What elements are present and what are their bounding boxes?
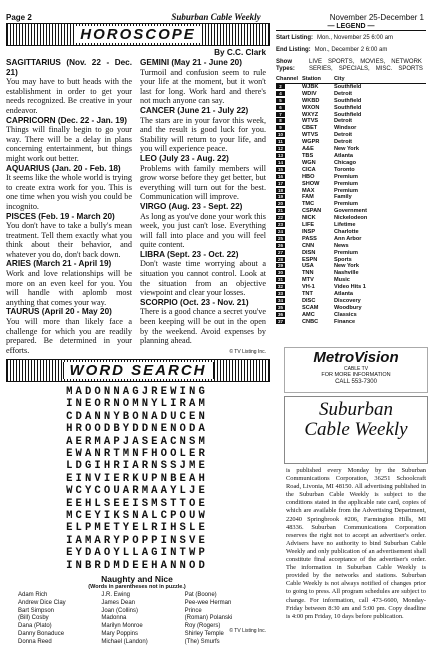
channel-number	[276, 257, 302, 264]
channel-badge-icon: 26	[277, 242, 283, 248]
show-types	[276, 59, 426, 73]
channel-city: Detroit	[334, 132, 353, 139]
channel-city: Detroit	[334, 90, 353, 97]
channel-table-header	[276, 76, 426, 84]
channel-city: Finance	[334, 318, 356, 325]
channel-station: FAM	[302, 194, 314, 201]
channel-badge-icon: 21	[277, 208, 283, 214]
grid-row: HROODBYDDNENODA	[66, 423, 208, 436]
channel-station: USA	[302, 263, 314, 270]
channel-city: New York	[334, 146, 359, 153]
channel-station: WKBD	[302, 97, 320, 104]
channel-station: CICA	[302, 166, 316, 173]
channel-number	[276, 167, 302, 174]
word-item: Madonna	[101, 615, 127, 622]
channel-city: Classics	[334, 311, 357, 318]
channel-badge-icon: 36	[277, 311, 283, 317]
channel-badge-icon: 37	[277, 318, 283, 324]
channel-row	[276, 222, 426, 229]
word-item: Prince	[184, 607, 202, 614]
channel-number	[276, 84, 302, 91]
channel-number	[276, 236, 302, 243]
channel-city: Detroit	[334, 139, 353, 146]
channel-station: TNT	[302, 291, 313, 298]
channel-city: Lifetime	[334, 222, 356, 229]
channel-row	[276, 250, 426, 257]
channel-badge-icon: 18	[277, 187, 283, 193]
end-listing	[276, 46, 426, 55]
channel-station: MTV	[302, 277, 314, 284]
grid-row: MADONNAGJREWING	[66, 386, 208, 398]
channel-station: WTVS	[302, 132, 319, 139]
channel-station: DISC	[302, 298, 316, 304]
grid-row: INBRDMDEEHANNOD	[66, 559, 208, 572]
horoscope-text: As long as you've done your work this week, you just can't lose. Everything will fall into place and you will feel quite content.	[140, 211, 266, 250]
channel-number	[276, 98, 302, 105]
channel-row	[276, 139, 426, 146]
channel-city: Nickelodeon	[334, 215, 368, 222]
channel-badge-icon: 15	[277, 166, 283, 172]
channel-badge-icon: 2	[276, 84, 285, 89]
zodiac-sign: CAPRICORN (Dec. 22 - Jan. 19)	[6, 115, 128, 125]
wordsearch-subtitle: Naughty and Nice	[101, 574, 173, 584]
horoscope-entry	[6, 58, 132, 116]
channel-city: Atlanta	[334, 152, 353, 159]
channel-badge-icon: 20	[277, 201, 283, 207]
show-type: SPORTS,	[328, 59, 355, 65]
word-item: James Dean	[101, 599, 136, 606]
horoscope-text: Things will finally begin to go your way. There will be a delay in plans concerning entertainment, but things might work out better.	[6, 125, 132, 163]
channel-badge-icon: 12	[277, 146, 283, 152]
grid-row: IAMARYPOPPINSVE	[66, 534, 208, 547]
wordsearch-credit: © TV Listing Inc.	[229, 628, 266, 634]
channel-city: Windsor	[334, 125, 357, 132]
horoscope-text: You don't have to take a bully's mean treatment. Tell them exactly what you think about their behavior, and whatever you do, don't back down.	[6, 221, 132, 259]
channel-badge-icon: 25	[277, 235, 283, 241]
word-item: (Roman) Polanski	[184, 615, 233, 622]
word-item: Pat (Boone)	[184, 592, 217, 598]
channel-city: Woodbury	[334, 304, 362, 311]
channel-number	[276, 298, 302, 305]
channel-row	[276, 98, 426, 105]
channel-row	[276, 236, 426, 243]
show-type: SPECIALS,	[338, 66, 370, 72]
channel-row	[276, 319, 426, 326]
horoscope-entry	[6, 116, 132, 164]
horoscope-entry	[140, 154, 266, 202]
channel-badge-icon: 9	[276, 125, 285, 130]
zodiac-sign: ARIES (March 21 - April 19)	[6, 259, 112, 269]
page-number: Page 2	[6, 13, 32, 22]
channel-number	[276, 125, 302, 132]
grid-row: ELPMETYELRIHSLE	[66, 522, 208, 535]
channel-row	[276, 84, 426, 91]
word-item: J.R. Ewing	[101, 592, 131, 598]
zodiac-sign: GEMINI (May 21 - June 20)	[140, 58, 242, 67]
channel-number	[276, 188, 302, 195]
channel-city: News	[334, 242, 349, 249]
channel-row	[276, 194, 426, 201]
channel-number	[276, 277, 302, 284]
horoscope-entry	[6, 307, 132, 355]
channel-city: Chicago	[334, 159, 357, 166]
grid-row: LDGIHRIARNSSJME	[66, 460, 208, 473]
channel-row	[276, 125, 426, 132]
horoscope-title: HOROSCOPE	[73, 26, 203, 43]
channel-station: CBET	[302, 125, 318, 132]
channel-row	[276, 312, 426, 319]
channel-row	[276, 132, 426, 139]
channel-station: WGPR	[302, 139, 320, 146]
end-label: End Listing:	[276, 47, 311, 53]
channel-number	[276, 208, 302, 215]
channel-badge-icon: 16	[277, 173, 283, 179]
channel-row	[276, 146, 426, 153]
horoscope-column-left	[6, 58, 132, 355]
horoscope-credit: © TV Listing Inc.	[229, 349, 266, 355]
word-item: Andrew Dice Clay	[18, 599, 66, 606]
channel-city: Southfield	[334, 97, 362, 104]
channel-city: Music	[334, 277, 350, 284]
channel-station: HBO	[302, 173, 315, 180]
word-item: (The) Smurfs	[184, 638, 220, 645]
channel-row	[276, 229, 426, 236]
channel-row	[276, 188, 426, 195]
channel-station: AMC	[302, 311, 315, 318]
end-value: Mon., December 2 6:00 am	[314, 47, 388, 53]
channel-station: CNBC	[302, 318, 319, 325]
word-item: Michael (Landon)	[101, 638, 148, 645]
channel-number	[276, 194, 302, 201]
channel-badge-icon: 14	[277, 159, 283, 165]
grid-row: EEHLSEEISMSTTOE	[66, 497, 208, 510]
horoscope-text: Turmoil and confusion seem to rule your life at the moment, but it won't last for long. Work hard and there's not much anyone can say.	[140, 67, 266, 106]
channel-number	[276, 174, 302, 181]
channel-number	[276, 146, 302, 153]
channel-station: SCAM	[302, 304, 319, 311]
metrovision-ad	[284, 347, 428, 393]
channel-number	[276, 270, 302, 277]
channel-city: Video Hits 1	[334, 284, 366, 291]
start-listing	[276, 34, 426, 43]
wordsearch-note: (Words in parentheses not in puzzle.)	[88, 584, 186, 590]
word-item: Mary Poppins	[101, 630, 139, 637]
scw-statement: is published every Monday by the Suburban Communications Corporation, 36251 Schoolcraft Road, Livonia, MI 48150. All advertising published in the Suburban Cable Weekly is subject to the conditions stated in the applicable rate card, copies of which are available from the Advertising Department, 22040 Springbrook #206, Farmington Hills, MI 48336. Suburban Communications Corporation reserves the right not to accept an advertiser's order. Advisers have no authority to bind Suburban Cable Weekly and only publication of an advertisement shall constitute final acceptance of the advertiser's order. The information in Suburban Cable Weekly is provided by the networks and stations. Suburban Cable Weekly is not always notified of changes prior to going to press. All program schedules are subject to change. For information, call 473-6600, Monday-Friday between 8:30 am and 5:00 pm. Copy deadline is 4:00 pm Friday, 10 days before publication.	[286, 467, 426, 620]
channel-number	[276, 319, 302, 326]
horoscope-entry	[6, 164, 132, 212]
grid-row: CDANNYBONADUCEN	[66, 410, 208, 423]
channel-number	[276, 250, 302, 257]
channel-row	[276, 305, 426, 312]
channel-row	[276, 284, 426, 291]
channel-city: Southfield	[334, 83, 362, 90]
metrovision-phone: CALL 553-7300	[335, 379, 377, 385]
channel-number	[276, 284, 302, 291]
channel-station: TNN	[302, 270, 314, 277]
channel-row	[276, 243, 426, 250]
word-item: Marilyn Monroe	[101, 623, 143, 630]
word-item: Bart Simpson	[18, 607, 55, 614]
channel-city: Sports	[334, 256, 352, 263]
channel-city: Premium	[334, 180, 358, 187]
channel-badge-icon: 13	[277, 152, 283, 158]
channel-station: WDIV	[302, 90, 317, 97]
metrovision-sub: CABLE TV	[343, 366, 369, 372]
channel-station: ESPN	[302, 256, 318, 263]
channel-row	[276, 298, 426, 305]
channel-badge-icon: 4	[276, 91, 285, 96]
horoscope-text: Don't waste time worrying about a situation you cannot control. Look at the situation from an objective viewpoint and clear your losses.	[140, 259, 266, 298]
channel-station: WJBK	[302, 83, 319, 90]
show-type: LIVE	[309, 59, 323, 65]
channel-badge-icon: 33	[277, 291, 283, 297]
horoscope-entry	[140, 298, 266, 346]
channel-city: Detroit	[334, 118, 353, 125]
channel-city: Ann Arbor	[334, 235, 362, 242]
channel-number	[276, 243, 302, 250]
channel-badge-icon: 23	[277, 222, 283, 228]
channel-badge-icon: 31	[277, 277, 283, 283]
show-type: SERIES,	[309, 66, 333, 72]
channel-row	[276, 118, 426, 125]
horoscope-entry	[6, 212, 132, 260]
col-station: Station	[302, 76, 321, 82]
wordsearch-banner	[6, 359, 270, 382]
channel-row	[276, 201, 426, 208]
start-value: Mon., November 25 6:00 am	[317, 35, 394, 41]
horoscope-entry	[140, 250, 266, 298]
zodiac-sign: LEO (July 23 - Aug. 22)	[140, 153, 229, 163]
channel-row	[276, 263, 426, 270]
word-column	[185, 592, 268, 647]
grid-row: EINVIERKUPNBEAH	[66, 472, 208, 485]
channel-number	[276, 112, 302, 119]
channel-row	[276, 91, 426, 98]
wordsearch-grid	[6, 386, 268, 572]
horoscope-text: Problems with family members will grow worse before they get better, but everything will turn out for the best. Communication will improve.	[140, 163, 266, 202]
col-city: City	[334, 76, 345, 82]
channel-row	[276, 181, 426, 188]
zodiac-sign: AQUARIUS (Jan. 20 - Feb. 18)	[6, 163, 121, 173]
channel-station: MAX	[302, 187, 315, 194]
word-item: Donna Reed	[18, 638, 52, 645]
channel-city: Premium	[334, 201, 358, 208]
horoscope-byline: By C.C. Clark	[214, 48, 266, 57]
word-item: Adam Rich	[18, 592, 48, 598]
start-label: Start Listing:	[276, 35, 313, 41]
channel-city: Government	[334, 208, 367, 215]
channel-row	[276, 291, 426, 298]
channel-city: Premium	[334, 187, 358, 194]
channel-row	[276, 112, 426, 119]
channel-badge-icon: 5	[276, 98, 285, 103]
channel-station: CSPAN	[302, 208, 322, 215]
horoscope-text: The stars are in your favor this week, and the result is good luck for you. Stability will return to your life, and you will experience peace.	[140, 115, 266, 154]
channel-number	[276, 181, 302, 188]
horoscope-column-right	[140, 58, 266, 346]
horoscope-banner	[6, 23, 270, 46]
show-type: MOVIES,	[360, 59, 386, 65]
channel-number	[276, 305, 302, 312]
channel-station: INSP	[302, 228, 316, 235]
grid-row: INEORNOMNYLIRAM	[66, 398, 208, 411]
channel-city: Toronto	[334, 166, 355, 173]
channel-badge-icon: 35	[277, 304, 283, 310]
word-item: (Bill) Cosby	[18, 615, 49, 622]
grid-row: WCYCOUARMAAYLJE	[66, 485, 208, 498]
grid-row: EWANRTMNFHOOLER	[66, 448, 208, 461]
issue-dates: November 25-December 1	[329, 13, 424, 22]
show-type: SPORTS	[398, 66, 423, 72]
channel-city: Discovery	[334, 298, 361, 304]
channel-station: WGN	[302, 159, 316, 166]
metrovision-info: FOR MORE INFORMATION	[321, 372, 391, 378]
channel-badge-icon: 30	[277, 270, 283, 276]
grid-row: AERMAPJASEACNSM	[66, 435, 208, 448]
word-item: Danny Bonaduce	[18, 630, 65, 637]
word-item: Shirley Temple	[184, 630, 224, 637]
show-type: MISC.	[375, 66, 393, 72]
channel-row	[276, 105, 426, 112]
channel-city: Premium	[334, 173, 358, 180]
channel-number	[276, 91, 302, 98]
channel-number	[276, 118, 302, 125]
channel-row	[276, 174, 426, 181]
channel-badge-icon: 22	[277, 215, 283, 221]
grid-row: MCEYIKSNALCPOUW	[66, 510, 208, 523]
channel-station: WTVS	[302, 118, 319, 125]
word-item: Joan (Collins)	[101, 607, 139, 614]
zodiac-sign: SCORPIO (Oct. 23 - Nov. 21)	[140, 297, 249, 307]
channel-station: CNN	[302, 242, 315, 249]
channel-station: LIFE	[302, 222, 315, 229]
zodiac-sign: SAGITTARIUS (Nov. 22 - Dec. 21)	[6, 58, 132, 77]
horoscope-text: You will more than likely face a challenge for which you are readily prepared. Be determined in your efforts.	[6, 317, 132, 355]
channel-badge-icon: 24	[277, 228, 283, 234]
channel-badge-icon: 34	[277, 298, 283, 304]
channel-number	[276, 105, 302, 112]
horoscope-text: There is a good chance a secret you've been keeping will be out in the open by the weekend. Avoid expenses by planning ahead.	[140, 307, 266, 346]
channel-city: Nashville	[334, 270, 359, 277]
channel-city: Atlanta	[334, 291, 353, 298]
channel-station: DISN	[302, 249, 316, 256]
channel-number	[276, 291, 302, 298]
publication-name: Suburban Cable Weekly	[171, 12, 261, 22]
channel-station: TBS	[302, 152, 314, 159]
channel-badge-icon: 28	[277, 256, 283, 262]
horoscope-entry	[140, 58, 266, 106]
channel-badge-icon: 19	[277, 194, 283, 200]
channel-row	[276, 167, 426, 174]
channel-row	[276, 208, 426, 215]
channel-city: New York	[334, 263, 359, 270]
channel-badge-icon: 6	[276, 105, 285, 110]
channel-number	[276, 229, 302, 236]
channel-badge-icon: 7	[276, 112, 285, 117]
channel-table	[276, 76, 426, 326]
word-item: Pee-wee Herman	[184, 599, 232, 606]
channel-number	[276, 139, 302, 146]
channel-station: SHOW	[302, 180, 320, 187]
channel-station: VH-1	[302, 284, 315, 291]
wordsearch-title: WORD SEARCH	[63, 362, 214, 379]
show-types-list	[309, 59, 424, 73]
horoscope-entry	[6, 259, 132, 307]
channel-badge-icon: 32	[277, 284, 283, 290]
channel-badge-icon: 17	[277, 180, 283, 186]
channel-row	[276, 277, 426, 284]
channel-number	[276, 132, 302, 139]
channel-station: A&E	[302, 146, 314, 153]
horoscope-entry	[140, 106, 266, 154]
word-item: Dana (Plato)	[18, 623, 52, 630]
channel-badge-icon: 8	[276, 118, 285, 123]
channel-station: PASS	[302, 235, 317, 242]
channel-number	[276, 160, 302, 167]
metrovision-logo: MetroVision	[313, 349, 399, 366]
zodiac-sign: VIRGO (Aug. 23 - Sept. 22)	[140, 201, 243, 211]
channel-row	[276, 160, 426, 167]
word-item: Roy (Rogers)	[184, 623, 221, 630]
channel-number	[276, 312, 302, 319]
horoscope-text: You may have to butt heads with the establishment in order to get your needs recognized. Be creative in your endeavor.	[6, 77, 132, 115]
channel-city: Southfield	[334, 104, 362, 111]
channel-city: Charlotte	[334, 228, 359, 235]
channel-badge-icon: 29	[277, 263, 283, 269]
word-column	[18, 592, 101, 647]
channel-number	[276, 263, 302, 270]
zodiac-sign: PISCES (Feb. 19 - March 20)	[6, 211, 115, 221]
channel-number	[276, 201, 302, 208]
channel-badge-icon: 11	[276, 139, 285, 144]
word-column	[101, 592, 184, 647]
channel-station: TMC	[302, 201, 315, 208]
wordsearch-word-list	[18, 592, 268, 647]
horoscope-text: It seems like the whole world is trying to create extra work for you. This is one time when you wish you could be incognito.	[6, 173, 132, 211]
show-types-label: Show Types:	[276, 59, 295, 72]
channel-station: NICK	[302, 215, 316, 222]
scw-title: Suburban Cable Weekly	[304, 399, 408, 440]
channel-row	[276, 270, 426, 277]
horoscope-entry	[140, 202, 266, 250]
channel-number	[276, 153, 302, 160]
channel-city: Southfield	[334, 111, 362, 118]
grid-row: EYDAOYLLAGINTWP	[66, 547, 208, 560]
channel-station: WXYZ	[302, 111, 319, 118]
horoscope-text: Work and love relationships will be more on an even keel for you. You will handle with aplomb most anything that comes your way.	[6, 269, 132, 307]
zodiac-sign: CANCER (June 21 - July 22)	[140, 105, 249, 115]
channel-row	[276, 153, 426, 160]
col-channel: Channel	[276, 76, 299, 82]
channel-city: Family	[334, 194, 352, 201]
zodiac-sign: TAURUS (April 20 - May 20)	[6, 307, 112, 317]
legend-panel	[276, 23, 426, 326]
show-type: NETWORK	[391, 59, 422, 65]
channel-city: Premium	[334, 249, 358, 256]
channel-row	[276, 215, 426, 222]
channel-badge-icon: 27	[277, 249, 283, 255]
channel-number	[276, 222, 302, 229]
channel-number	[276, 215, 302, 222]
channel-badge-icon: 10	[277, 132, 283, 138]
channel-station: WXON	[302, 104, 320, 111]
scw-masthead	[284, 396, 428, 464]
channel-row	[276, 257, 426, 264]
zodiac-sign: LIBRA (Sept. 23 - Oct. 22)	[140, 249, 239, 259]
legend-title: — LEGEND —	[276, 23, 426, 31]
